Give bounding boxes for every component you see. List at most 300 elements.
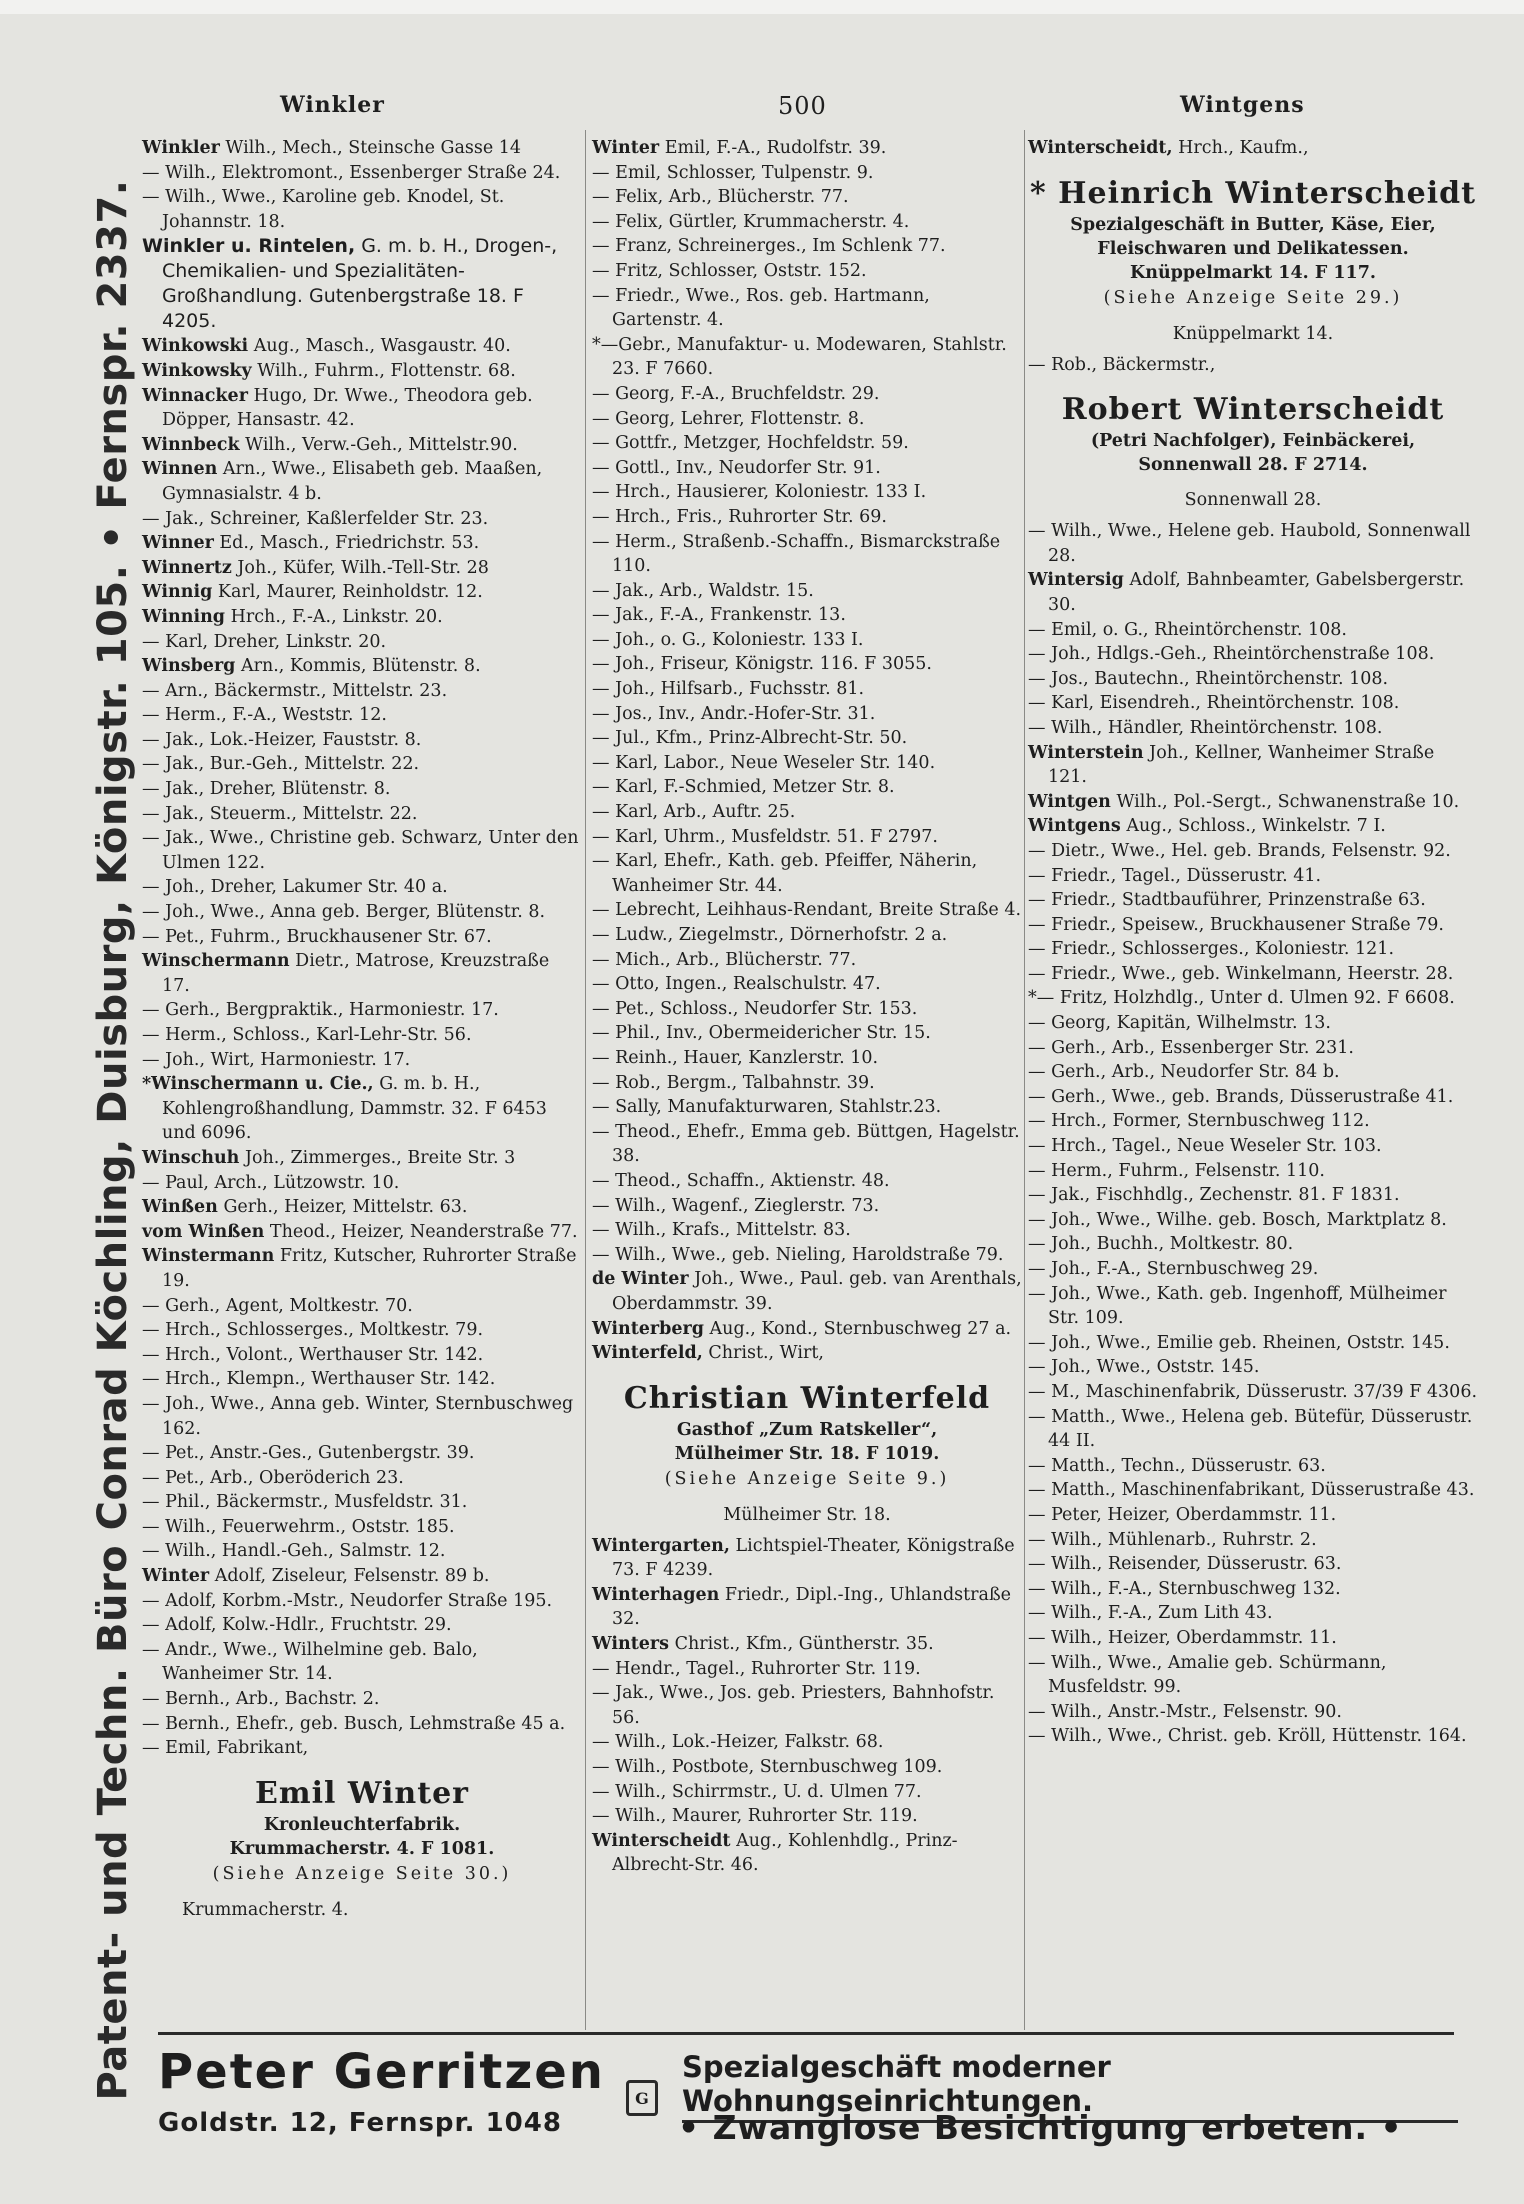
entry-details: — Gottfr., Metzger, Hochfeldstr. 59. xyxy=(592,433,909,454)
entry-surname: Winsberg xyxy=(142,656,236,677)
entry-surname: Winkowsky xyxy=(142,360,252,381)
entry-details: — Joh., F.-A., Sternbuschweg 29. xyxy=(1028,1259,1319,1279)
entry-details: — Herm., F.-A., Weststr. 12. xyxy=(142,705,387,726)
entry-details: Joh., Kellner, Wanheimer Straße 121. xyxy=(1048,742,1435,788)
directory-entry xyxy=(142,949,582,998)
entry-details: — Hrch., Former, Sternbuschweg 112. xyxy=(1028,1111,1370,1132)
directory-entry xyxy=(1028,1159,1478,1184)
entry-details: — Jak., Wwe., Christine geb. Schwarz, Unter den Ulmen 122. xyxy=(142,828,579,873)
directory-entry xyxy=(592,1046,1022,1071)
directory-entry xyxy=(592,1632,1022,1657)
entry-details: — Matth., Techn., Düsserustr. 63. xyxy=(1028,1455,1326,1476)
directory-entry xyxy=(1028,568,1478,617)
entry-details: — Jak., Steuerm., Mittelstr. 22. xyxy=(142,803,418,824)
entry-details: — Wilh., Mühlenarb., Ruhrstr. 2. xyxy=(1028,1529,1317,1550)
entry-details: — Friedr., Stadtbauführer, Prinzenstraße 63. xyxy=(1028,890,1426,911)
directory-entry xyxy=(592,751,1022,776)
entry-details: Adolf, Ziseleur, Felsenstr. 89 b. xyxy=(209,1566,490,1587)
directory-entry xyxy=(592,579,1022,604)
entry-details: — Wilh., Wwe., Karoline geb. Knodel, St. Johannstr. 18. xyxy=(142,187,505,232)
directory-entry xyxy=(592,1657,1022,1682)
column-3-entries-continued xyxy=(1028,519,1478,1749)
directory-entry xyxy=(142,531,582,556)
directory-entry xyxy=(592,603,1022,628)
entry-details: — Theod., Schaffn., Aktienstr. 48. xyxy=(592,1170,890,1191)
directory-entry xyxy=(142,1589,582,1614)
directory-entry xyxy=(592,1267,1022,1316)
entry-surname: Winnen xyxy=(142,459,218,480)
entry-details: Joh., Küfer, Wilh.-Tell-Str. 28 xyxy=(231,557,489,578)
directory-entry xyxy=(1028,1011,1478,1036)
entry-details: — Jos., Bautechn., Rheintörchenstr. 108. xyxy=(1028,668,1389,689)
entry-details: — Wilh., F.-A., Zum Lith 43. xyxy=(1028,1603,1273,1624)
entry-details: — Rob., Bäckermstr., xyxy=(1028,354,1216,375)
entry-details: Hugo, Dr. Wwe., Theodora geb. Döpper, Hansastr. 42. xyxy=(162,385,533,431)
directory-entry xyxy=(142,1736,582,1761)
directory-entry xyxy=(592,702,1022,727)
entry-details: — Wilh., Maurer, Ruhrorter Str. 119. xyxy=(592,1806,918,1827)
entry-details: — Jak., Fischhdlg., Zechenstr. 81. F 1831. xyxy=(1028,1185,1400,1206)
entry-details: — Joh., Wwe., Emilie geb. Rheinen, Oststr. 145. xyxy=(1028,1332,1450,1353)
directory-entry xyxy=(592,948,1022,973)
entry-details: — Jak., Dreher, Blütenstr. 8. xyxy=(142,779,391,800)
directory-entry xyxy=(1028,1282,1478,1331)
directory-entry xyxy=(142,234,582,334)
header-left-keyword: Winkler xyxy=(280,92,385,118)
entry-surname: Winterfeld, xyxy=(592,1343,703,1364)
entry-details: — Karl, Ehefr., Kath. geb. Pfeiffer, Näherin, Wanheimer Str. 44. xyxy=(592,851,978,896)
directory-entry xyxy=(1028,1626,1478,1651)
entry-details: — Hrch., Hausierer, Koloniestr. 133 I. xyxy=(592,482,927,503)
ad-christian-winterfeld xyxy=(592,1380,1022,1492)
entry-surname: Winters xyxy=(592,1634,670,1655)
entry-details: — Hrch., Fris., Ruhrorter Str. 69. xyxy=(592,506,887,527)
entry-details: — Jak., Schreiner, Kaßlerfelder Str. 23. xyxy=(142,508,489,529)
entry-details: — Emil, Fabrikant, xyxy=(142,1738,309,1759)
entry-surname: *Winschermann u. Cie., xyxy=(142,1074,374,1095)
entry-details: Wilh., Pol.-Sergt., Schwanenstraße 10. xyxy=(1110,791,1460,812)
column-3-entries-mid xyxy=(1028,353,1478,378)
entry-details: Wilh., Verw.-Geh., Mittelstr.90. xyxy=(239,434,518,455)
ad-line: Krummacherstr. 4. F 1081. xyxy=(229,1838,495,1859)
directory-entry xyxy=(142,1048,582,1073)
directory-entry xyxy=(1028,1134,1478,1159)
ad-address: Sonnenwall 28. xyxy=(1184,490,1322,511)
directory-entry xyxy=(1028,1601,1478,1626)
directory-entry xyxy=(1028,1700,1478,1725)
directory-entry xyxy=(142,136,582,161)
entry-surname: de Winter xyxy=(592,1269,689,1290)
entry-details: — Hrch., Tagel., Neue Weseler Str. 103. xyxy=(1028,1136,1382,1157)
entry-surname: Wintergarten, xyxy=(592,1535,730,1556)
entry-details: — Gerh., Arb., Essenberger Str. 231. xyxy=(1028,1037,1354,1058)
directory-entry xyxy=(1028,1331,1478,1356)
directory-entry xyxy=(1028,1454,1478,1479)
entry-details: — Pet., Fuhrm., Bruckhausener Str. 67. xyxy=(142,926,492,947)
directory-entry xyxy=(142,359,582,384)
directory-entry xyxy=(1028,618,1478,643)
footer-logo-icon: G xyxy=(626,2080,658,2116)
entry-details: — Pet., Anstr.-Ges., Gutenbergstr. 39. xyxy=(142,1443,475,1464)
directory-entry xyxy=(592,1071,1022,1096)
entry-details: — Karl, Uhrm., Musfeldstr. 51. F 2797. xyxy=(592,826,938,847)
column-2-entries-continued xyxy=(592,1534,1022,1878)
directory-entry xyxy=(142,1244,582,1293)
column-1-entries xyxy=(142,136,582,1761)
entry-details: — Wilh., Reisender, Düsserustr. 63. xyxy=(1028,1554,1342,1575)
directory-entry xyxy=(142,1294,582,1319)
entry-details: — Georg, Kapitän, Wilhelmstr. 13. xyxy=(1028,1013,1331,1034)
entry-details: — Jak., Wwe., Jos. geb. Priesters, Bahnhofstr. 56. xyxy=(592,1683,995,1728)
ad-line: (Petri Nachfolger), Feinbäckerei, xyxy=(1090,431,1416,452)
directory-entry xyxy=(142,457,582,506)
directory-entry xyxy=(142,1638,582,1687)
entry-details: — Rob., Bergm., Talbahnstr. 39. xyxy=(592,1072,875,1093)
entry-surname: Winschermann xyxy=(142,951,290,972)
entry-details: — Adolf, Kolw.-Hdlr., Fruchtstr. 29. xyxy=(142,1615,452,1636)
entry-details: — Joh., Hdlgs.-Geh., Rheintörchenstraße 108. xyxy=(1028,644,1435,665)
entry-surname: Winterscheidt xyxy=(592,1830,731,1851)
entry-details: — Dietr., Wwe., Hel. geb. Brands, Felsenstr. 92. xyxy=(1028,840,1451,861)
ad-line: Knüppelmarkt 14. F 117. xyxy=(1130,262,1376,283)
entry-details: G. m. b. H., Kohlengroßhandlung, Dammstr. 32. F 6453 und 6096. xyxy=(162,1074,547,1144)
directory-entry xyxy=(142,1343,582,1368)
directory-entry xyxy=(592,1021,1022,1046)
directory-entry xyxy=(142,1318,582,1343)
directory-entry xyxy=(1028,741,1478,790)
directory-entry xyxy=(592,1755,1022,1780)
entry-details: Karl, Maurer, Reinholdstr. 12. xyxy=(212,582,483,603)
directory-entry xyxy=(592,505,1022,530)
entry-details: — Felix, Gürtler, Krummacherstr. 4. xyxy=(592,211,910,232)
entry-surname: Wintgens xyxy=(1028,816,1121,837)
entry-details: Wilh., Fuhrm., Flottenstr. 68. xyxy=(251,360,516,381)
directory-entry xyxy=(1028,353,1478,378)
page-header xyxy=(130,92,1500,132)
directory-entry xyxy=(142,802,582,827)
directory-entry xyxy=(142,875,582,900)
ad-title: Robert Winterscheidt xyxy=(1061,392,1445,428)
directory-entry xyxy=(592,1681,1022,1730)
entry-details: — Wilh., Lok.-Heizer, Falkstr. 68. xyxy=(592,1732,884,1753)
entry-surname: Winner xyxy=(142,533,214,554)
directory-entry xyxy=(592,1829,1022,1878)
directory-entry xyxy=(142,703,582,728)
entry-details: — Wilh., Wagenf., Zieglerstr. 73. xyxy=(592,1195,880,1216)
ad-see-reference: (Siehe Anzeige Seite 29.) xyxy=(1103,287,1403,308)
directory-entry xyxy=(142,654,582,679)
directory-entry xyxy=(1028,1651,1478,1700)
entry-details: — Andr., Wwe., Wilhelmine geb. Balo, Wanheimer Str. 14. xyxy=(142,1639,478,1685)
directory-entry xyxy=(592,431,1022,456)
header-right-keyword: Wintgens xyxy=(1180,92,1305,118)
entry-details: *—Gebr., Manufaktur- u. Modewaren, Stahlstr. 23. F 7660. xyxy=(592,334,1007,380)
entry-surname: Winstermann xyxy=(142,1246,275,1267)
entry-details: — Wilh., Elektromont., Essenberger Straße 24. xyxy=(142,162,561,183)
directory-entry xyxy=(592,800,1022,825)
entry-surname: Winkler xyxy=(142,138,220,158)
entry-details: — Wilh., Postbote, Sternbuschweg 109. xyxy=(592,1757,943,1778)
directory-entry xyxy=(1028,1232,1478,1257)
entry-details: — Wilh., Wwe., geb. Nieling, Haroldstraße 79. xyxy=(592,1244,1004,1265)
directory-entry xyxy=(592,898,1022,923)
entry-surname: Winterberg xyxy=(592,1318,704,1339)
directory-entry xyxy=(592,456,1022,481)
entry-details: Fritz, Kutscher, Ruhrorter Straße 19. xyxy=(162,1246,577,1291)
directory-entry xyxy=(142,679,582,704)
footer-address: Goldstr. 12, Fernspr. 1048 xyxy=(158,2108,562,2138)
entry-details: — Joh., Wwe., Anna geb. Winter, Sternbuschweg 162. xyxy=(142,1393,574,1439)
entry-details: — Ludw., Ziegelmstr., Dörnerhofstr. 2 a. xyxy=(592,925,948,945)
ad-address: Mülheimer Str. 18. xyxy=(723,1504,891,1525)
entry-details: Christ., Wirt, xyxy=(702,1343,824,1364)
footer-divider xyxy=(158,2032,1454,2035)
entry-details: — Pet., Arb., Oberöderich 23. xyxy=(142,1467,404,1488)
entry-details: Ed., Masch., Friedrichstr. 53. xyxy=(213,533,480,554)
entry-details: Emil, F.-A., Rudolfstr. 39. xyxy=(659,138,887,158)
entry-details: — Hrch., Schlosserges., Moltkestr. 79. xyxy=(142,1320,484,1341)
directory-entry xyxy=(142,728,582,753)
entry-details: — Paul, Arch., Lützowstr. 10. xyxy=(142,1172,400,1193)
directory-entry xyxy=(592,333,1022,382)
directory-entry xyxy=(1028,716,1478,741)
entry-details: — Karl, Eisendreh., Rheintörchenstr. 108. xyxy=(1028,693,1400,714)
directory-entry xyxy=(142,630,582,655)
entry-details: *— Fritz, Holzhdlg., Unter d. Ulmen 92. F 6608. xyxy=(1028,988,1455,1009)
entry-details: — Sally, Manufakturwaren, Stahlstr.23. xyxy=(592,1097,942,1118)
entry-surname: Wintgen xyxy=(1028,791,1111,812)
directory-entry xyxy=(1028,1036,1478,1061)
entry-details: — Bernh., Ehefr., geb. Busch, Lehmstraße 45 a. xyxy=(142,1713,566,1734)
directory-entry xyxy=(592,1120,1022,1169)
entry-details: — Gerh., Agent, Moltkestr. 70. xyxy=(142,1295,413,1316)
entry-details: — Joh., Dreher, Lakumer Str. 40 a. xyxy=(142,877,448,898)
entry-surname: Winkowski xyxy=(142,336,249,357)
entry-details: — Joh., Wwe., Wilhe. geb. Bosch, Marktplatz 8. xyxy=(1028,1209,1447,1230)
directory-entry xyxy=(1028,839,1478,864)
directory-entry xyxy=(592,530,1022,579)
directory-entry xyxy=(592,382,1022,407)
directory-entry xyxy=(142,925,582,950)
directory-entry xyxy=(592,972,1022,997)
entry-details: — Joh., Wwe., Kath. geb. Ingenhoff, Mülheimer Str. 109. xyxy=(1028,1283,1447,1329)
entry-details: — Georg, F.-A., Bruchfeldstr. 29. xyxy=(592,383,880,404)
entry-details: — Gerh., Wwe., geb. Brands, Düsserustraße 41. xyxy=(1028,1086,1454,1107)
column-3 xyxy=(1028,136,1478,1749)
directory-entry xyxy=(1028,1109,1478,1134)
entry-details: — Jak., Lok.-Heizer, Fauststr. 8. xyxy=(142,729,422,750)
entry-details: — Gerh., Arb., Neudorfer Str. 84 b. xyxy=(1028,1062,1340,1083)
entry-details: — Lebrecht, Leihhaus-Rendant, Breite Straße 4. xyxy=(592,900,1022,921)
directory-entry xyxy=(1028,864,1478,889)
directory-entry xyxy=(142,605,582,630)
directory-entry xyxy=(592,1534,1022,1583)
entry-details: Arn., Wwe., Elisabeth geb. Maaßen, Gymnasialstr. 4 b. xyxy=(162,459,543,504)
entry-details: — Jos., Inv., Andr.-Hofer-Str. 31. xyxy=(592,703,876,724)
entry-details: — Jak., Arb., Waldstr. 15. xyxy=(592,580,814,601)
column-divider xyxy=(585,130,586,2030)
directory-entry xyxy=(142,1441,582,1466)
directory-entry xyxy=(1028,962,1478,987)
entry-details: — Mich., Arb., Blücherstr. 77. xyxy=(592,949,857,970)
directory-entry xyxy=(1028,814,1478,839)
entry-details: — Herm., Schloss., Karl-Lehr-Str. 56. xyxy=(142,1025,472,1045)
entry-details: Wilh., Mech., Steinsche Gasse 14 xyxy=(219,138,522,158)
directory-entry xyxy=(142,1564,582,1589)
footer-specialty: Spezialgeschäft moderner Wohnungseinrichtungen. xyxy=(682,2050,1458,2123)
entry-details: Aug., Kond., Sternbuschweg 27 a. xyxy=(703,1318,1012,1339)
directory-entry xyxy=(1028,1257,1478,1282)
directory-entry xyxy=(1028,1478,1478,1503)
ad-see-reference: (Siehe Anzeige Seite 9.) xyxy=(664,1468,950,1489)
entry-surname: vom Winßen xyxy=(142,1221,265,1242)
entry-details: — Joh., Wirt, Harmoniestr. 17. xyxy=(142,1049,411,1070)
directory-entry xyxy=(142,1539,582,1564)
directory-entry xyxy=(1028,1528,1478,1553)
entry-details: — Franz, Schreinerges., Im Schlenk 77. xyxy=(592,236,946,257)
directory-entry xyxy=(1028,1577,1478,1602)
directory-entry xyxy=(1028,1085,1478,1110)
entry-details: — Wilh., Händler, Rheintörchenstr. 108. xyxy=(1028,717,1383,738)
directory-entry xyxy=(142,1220,582,1245)
directory-entry xyxy=(142,1613,582,1638)
entry-details: — Hrch., Volont., Werthauser Str. 142. xyxy=(142,1344,484,1365)
directory-entry xyxy=(592,407,1022,432)
entry-details: — Friedr., Wwe., Ros. geb. Hartmann, Gartenstr. 4. xyxy=(592,285,930,331)
directory-entry xyxy=(1028,937,1478,962)
entry-details: — Phil., Inv., Obermeidericher Str. 15. xyxy=(592,1023,931,1044)
directory-entry xyxy=(1028,913,1478,938)
entry-details: — Friedr., Tagel., Düsserustr. 41. xyxy=(1028,865,1322,886)
directory-entry xyxy=(592,997,1022,1022)
directory-entry xyxy=(142,161,582,186)
entry-surname: Winterstein xyxy=(1028,742,1144,763)
directory-entry xyxy=(1028,888,1478,913)
ad-line: Gasthof „Zum Ratskeller“, xyxy=(676,1419,938,1440)
directory-entry xyxy=(592,775,1022,800)
directory-entry xyxy=(592,259,1022,284)
directory-entry xyxy=(142,185,582,234)
entry-details: — Wilh., Heizer, Oberdammstr. 11. xyxy=(1028,1627,1337,1648)
directory-entry xyxy=(592,923,1022,948)
ad-address: Krummacherstr. 4. xyxy=(182,1899,349,1920)
entry-surname: Winßen xyxy=(142,1197,218,1218)
entry-details: — Wilh., Anstr.-Mstr., Felsenstr. 90. xyxy=(1028,1701,1342,1722)
directory-entry xyxy=(142,1367,582,1392)
directory-entry xyxy=(142,580,582,605)
directory-entry xyxy=(1028,136,1478,161)
entry-details: Lichtspiel-Theater, Königstraße 73. F 4239. xyxy=(612,1535,1015,1581)
sidebar-advertisement xyxy=(78,120,148,2160)
directory-entry xyxy=(592,185,1022,210)
directory-entry xyxy=(592,726,1022,751)
directory-entry xyxy=(142,384,582,433)
entry-details: — Emil, Schlosser, Tulpenstr. 9. xyxy=(592,162,874,183)
directory-entry xyxy=(1028,1552,1478,1577)
directory-entry xyxy=(142,1515,582,1540)
entry-surname: Winnbeck xyxy=(142,434,240,455)
ad-see-reference: (Siehe Anzeige Seite 30.) xyxy=(212,1863,512,1884)
directory-entry xyxy=(592,1780,1022,1805)
entry-details: Aug., Masch., Wasgaustr. 40. xyxy=(248,336,511,357)
directory-entry xyxy=(592,1730,1022,1755)
entry-surname: Winter xyxy=(142,1566,210,1587)
entry-details: — Wilh., Wwe., Christ. geb. Kröll, Hüttenstr. 164. xyxy=(1028,1726,1467,1747)
directory-entry xyxy=(592,1194,1022,1219)
directory-entry xyxy=(142,1466,582,1491)
column-2-entries xyxy=(592,136,1022,1366)
directory-entry xyxy=(142,1392,582,1441)
directory-entry xyxy=(592,284,1022,333)
entry-details: — Friedr., Wwe., geb. Winkelmann, Heerstr. 28. xyxy=(1028,963,1454,984)
entry-details: — Joh., Wwe., Anna geb. Berger, Blütenstr. 8. xyxy=(142,902,546,923)
entry-surname: Winkler u. Rintelen, xyxy=(142,235,356,258)
entry-details: — Adolf, Korbm.-Mstr., Neudorfer Straße 195. xyxy=(142,1590,553,1611)
entry-details: — Phil., Bäckermstr., Musfeldstr. 31. xyxy=(142,1492,468,1513)
entry-surname: Winterhagen xyxy=(592,1584,720,1605)
ad-line: Mülheimer Str. 18. F 1019. xyxy=(674,1443,940,1464)
directory-entry xyxy=(592,480,1022,505)
entry-details: — Wilh., Handl.-Geh., Salmstr. 12. xyxy=(142,1541,446,1562)
ad-address: Knüppelmarkt 14. xyxy=(1172,323,1334,344)
directory-entry xyxy=(592,849,1022,898)
directory-entry xyxy=(142,556,582,581)
entry-details: — Wilh., Wwe., Helene geb. Haubold, Sonnenwall 28. xyxy=(1028,521,1471,566)
directory-entry xyxy=(142,900,582,925)
entry-details: — Friedr., Speisew., Bruckhausener Straße 79. xyxy=(1028,914,1444,935)
entry-details: — Bernh., Arb., Bachstr. 2. xyxy=(142,1689,380,1710)
directory-entry xyxy=(142,1195,582,1220)
directory-entry xyxy=(592,210,1022,235)
directory-entry xyxy=(592,677,1022,702)
entry-details: Aug., Schloss., Winkelstr. 7 I. xyxy=(1120,816,1386,837)
directory-entry xyxy=(592,825,1022,850)
directory-entry xyxy=(1028,1355,1478,1380)
directory-entry xyxy=(142,1712,582,1737)
entry-details: Hrch., Kaufm., xyxy=(1172,138,1309,158)
entry-details: Theod., Heizer, Neanderstraße 77. xyxy=(264,1221,578,1242)
entry-surname: Wintersig xyxy=(1028,570,1124,591)
entry-details: Joh., Zimmerges., Breite Str. 3 xyxy=(239,1147,516,1168)
directory-entry xyxy=(142,752,582,777)
ad-title: * Heinrich Winterscheidt xyxy=(1030,175,1476,211)
entry-details: Joh., Wwe., Paul. geb. van Arenthals, Oberdammstr. 39. xyxy=(612,1269,1022,1314)
entry-details: — Karl, F.-Schmied, Metzer Str. 8. xyxy=(592,777,895,798)
directory-entry xyxy=(142,507,582,532)
entry-details: — Karl, Arb., Auftr. 25. xyxy=(592,802,796,823)
ad-robert-winterscheidt xyxy=(1028,391,1478,477)
directory-entry xyxy=(592,1243,1022,1268)
entry-details: — M., Maschinenfabrik, Düsserustr. 37/39 F 4306. xyxy=(1028,1381,1478,1402)
directory-entry xyxy=(592,136,1022,161)
entry-surname: Winning xyxy=(142,606,226,627)
directory-entry xyxy=(592,1317,1022,1342)
entry-details: — Wilh., Krafs., Mittelstr. 83. xyxy=(592,1220,851,1241)
ad-line: Kronleuchterfabrik. xyxy=(263,1814,461,1835)
entry-surname: Winnertz xyxy=(142,557,232,578)
directory-entry xyxy=(592,1095,1022,1120)
entry-details: — Karl, Dreher, Linkstr. 20. xyxy=(142,631,387,652)
directory-entry xyxy=(1028,1183,1478,1208)
ad-emil-winter xyxy=(142,1775,582,1887)
entry-details: Friedr., Dipl.-Ing., Uhlandstraße 32. xyxy=(612,1584,1012,1630)
directory-entry xyxy=(142,1023,582,1048)
ad-heinrich-winterscheidt xyxy=(1028,175,1478,311)
column-1 xyxy=(142,136,582,1929)
entry-surname: Winschuh xyxy=(142,1147,240,1168)
directory-entry xyxy=(1028,986,1478,1011)
entry-details: — Gottl., Inv., Neudorfer Str. 91. xyxy=(592,457,881,478)
